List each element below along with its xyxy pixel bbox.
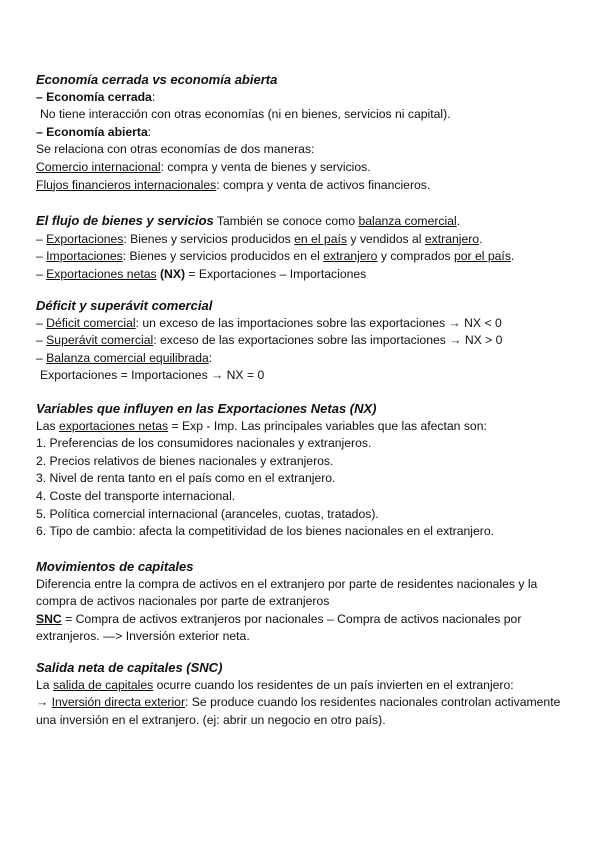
- section-heading: El flujo de bienes y servicios: [36, 213, 214, 228]
- section-heading: Déficit y superávit comercial: [36, 298, 213, 313]
- section-heading: Economía cerrada vs economía abierta: [36, 72, 278, 87]
- closed-economy-label: – Economía cerrada:: [36, 89, 156, 104]
- balanza-equation: Exportaciones = Importaciones → NX = 0: [40, 368, 265, 383]
- deficit-line: – Déficit comercial: un exceso de las importaciones sobre las exportaciones → NX < 0: [36, 315, 502, 330]
- section-flujo: [36, 212, 581, 283]
- snc-line: SNC = Compra de activos extranjeros por nacionales – Compra de activos nacionales por extranjeros. —> Inversión exterior neta.: [36, 611, 522, 644]
- superavit-line: – Superávit comercial: exceso de las exportaciones sobre las importaciones → NX > 0: [36, 333, 503, 348]
- section-deficit: [36, 297, 581, 385]
- ide-line: → Inversión directa exterior: Se produce cuando los residentes nacionales controlan activamente una inversión en el extranjero. (ej: abrir un negocio en otro país).: [36, 695, 561, 727]
- section-heading: Variables que influyen en las Exportaciones Netas (NX): [36, 401, 377, 416]
- open-economy-label: – Economía abierta:: [36, 124, 152, 139]
- importaciones-line: – Importaciones: Bienes y servicios producidos en el extranjero y comprados por el país.: [36, 249, 515, 264]
- list-item: 4. Coste del transporte internacional.: [36, 488, 236, 503]
- section-economia: [36, 71, 581, 194]
- movimientos-desc: Diferencia entre la compra de activos en el extranjero por parte de residentes nacionales y la compra de activos nacionales por parte de extranjeros: [36, 576, 538, 609]
- salida-intro: La salida de capitales ocurre cuando los residentes de un país invierten en el extranjero:: [36, 677, 514, 692]
- comercio-line: Comercio internacional: compra y venta de bienes y servicios.: [36, 159, 371, 174]
- list-item: 6. Tipo de cambio: afecta la competitividad de los bienes nacionales en el extranjero.: [36, 524, 494, 539]
- list-item: 5. Política comercial internacional (aranceles, cuotas, tratados).: [36, 506, 379, 521]
- section-salida: [36, 659, 581, 729]
- section-heading: Movimientos de capitales: [36, 559, 194, 574]
- variables-intro: Las exportaciones netas = Exp - Imp. Las principales variables que las afectan son:: [36, 418, 487, 433]
- nx-line: – Exportaciones netas (NX) = Exportaciones – Importaciones: [36, 266, 367, 281]
- list-item: 3. Nivel de renta tanto en el país como en el extranjero.: [36, 471, 336, 486]
- balanza-line: – Balanza comercial equilibrada:: [36, 350, 213, 365]
- list-item: 2. Precios relativos de bienes nacionales y extranjeros.: [36, 453, 334, 468]
- section-heading: Salida neta de capitales (SNC): [36, 660, 223, 675]
- exportaciones-line: – Exportaciones: Bienes y servicios producidos en el país y vendidos al extranjero.: [36, 231, 483, 246]
- list-item: 1. Preferencias de los consumidores nacionales y extranjeros.: [36, 436, 372, 451]
- section-movimientos: [36, 558, 581, 646]
- open-economy-intro: Se relaciona con otras economías de dos maneras:: [36, 142, 315, 157]
- flujo-heading-line: El flujo de bienes y servicios También se conoce como balanza comercial.: [36, 213, 461, 228]
- closed-economy-desc: No tiene interacción con otras economías (ni en bienes, servicios ni capital).: [40, 107, 451, 122]
- section-variables: [36, 400, 581, 541]
- flujos-line: Flujos financieros internacionales: compra y venta de activos financieros.: [36, 177, 431, 192]
